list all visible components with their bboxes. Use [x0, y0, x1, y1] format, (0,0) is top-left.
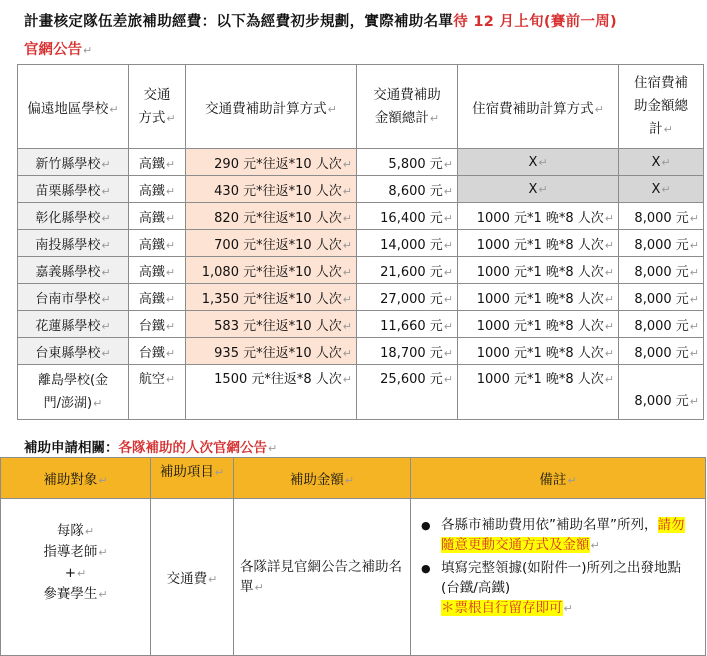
subsidy-row [1, 499, 706, 656]
heading-red-note: 待 12 月上旬(賽前一周) [453, 14, 617, 30]
note-item: ● 各縣市補助費用依”補助名單”所列，請勿隨意更動交通方式及金額↵ [421, 517, 685, 553]
cell-lodging-calc: 1000 元*1 晚*8 人次↵ [458, 203, 619, 230]
header-amount: 交通費補助 金額總計↵ [357, 65, 458, 149]
cell-school: 南投縣學校↵ [18, 230, 129, 257]
header-lodging-calc: 住宿費補助計算方式↵ [458, 65, 619, 149]
table-row [18, 176, 704, 203]
cell-lodging-total: 8,000 元↵ [619, 257, 704, 284]
cell-lodging-total: 8,000 元↵ [619, 311, 704, 338]
budget-table-header [18, 65, 704, 149]
cell-calc: 1,080 元*往返*10 人次↵ [186, 257, 357, 284]
cell-amount: 14,000 元↵ [357, 230, 458, 257]
table-row [18, 284, 704, 311]
cell-amount: 18,700 元↵ [357, 338, 458, 365]
table-row [18, 311, 704, 338]
cell-amount: 16,400 元↵ [357, 203, 458, 230]
cell-transport: 高鐵↵ [129, 149, 186, 176]
cell-lodging-total: 8,000 元↵ [619, 203, 704, 230]
subsidy-table [0, 457, 706, 656]
cell-lodging-total: 8,000 元↵ [619, 230, 704, 257]
cell-item: 交通費↵ [151, 499, 234, 656]
cell-school: 彰化縣學校↵ [18, 203, 129, 230]
header-lodging-total: 住宿費補 助金額總 計↵ [619, 65, 704, 149]
cell-calc: 290 元*往返*10 人次↵ [186, 149, 357, 176]
table-row [18, 338, 704, 365]
cell-transport: 高鐵↵ [129, 257, 186, 284]
header-target: 補助對象↵ [1, 458, 151, 499]
header-item: 補助項目↵ [151, 458, 234, 499]
header-transport: 交通 方式↵ [129, 65, 186, 149]
cell-lodging-calc: 1000 元*1 晚*8 人次↵ [458, 284, 619, 311]
cell-amount: 8,600 元↵ [357, 176, 458, 203]
cell-school: 花蓮縣學校↵ [18, 311, 129, 338]
cell-calc: 1,350 元*往返*10 人次↵ [186, 284, 357, 311]
cell-calc: 820 元*往返*10 人次↵ [186, 203, 357, 230]
cell-lodging-calc: 1000 元*1 晚*8 人次↵ [458, 230, 619, 257]
table-row [18, 257, 704, 284]
subsidy-table-header [1, 458, 706, 499]
table-row [18, 230, 704, 257]
subsidy-section-title: 補助申請相關：各隊補助的人次官網公告↵ [24, 440, 278, 456]
cell-school: 嘉義縣學校↵ [18, 257, 129, 284]
cell-school: 台東縣學校↵ [18, 338, 129, 365]
cell-amount: 27,000 元↵ [357, 284, 458, 311]
cell-transport: 台鐵↵ [129, 311, 186, 338]
cell-lodging-calc: 1000 元*1 晚*8 人次↵ [458, 311, 619, 338]
cell-lodging-calc: X↵ [458, 176, 619, 203]
table-row [18, 203, 704, 230]
cell-calc: 935 元*往返*10 人次↵ [186, 338, 357, 365]
bullet-icon: ● [421, 562, 431, 575]
header-school: 偏遠地區學校↵ [18, 65, 129, 149]
note-item: ● 填寫完整領據(如附件一)所列之出發地點(台鐵/高鐵) ＊票根自行留存即可↵ [421, 560, 682, 616]
budget-table [17, 64, 704, 420]
cell-school: 苗栗縣學校↵ [18, 176, 129, 203]
cell-lodging-calc: 1000 元*1 晚*8 人次↵ [458, 365, 619, 420]
cell-transport: 航空↵ [129, 365, 186, 420]
cell-transport: 高鐵↵ [129, 284, 186, 311]
cell-lodging-total: X↵ [619, 176, 704, 203]
cell-calc: 1500 元*往返*8 人次↵ [186, 365, 357, 420]
cell-amount: 5,800 元↵ [357, 149, 458, 176]
cell-notes [411, 499, 706, 656]
cell-school: 新竹縣學校↵ [18, 149, 129, 176]
cell-amount: 21,600 元↵ [357, 257, 458, 284]
header-calc: 交通費補助計算方式↵ [186, 65, 357, 149]
cell-school: 離島學校(金 門/澎湖)↵ [18, 365, 129, 420]
bullet-icon: ● [421, 519, 431, 532]
cell-calc: 430 元*往返*10 人次↵ [186, 176, 357, 203]
cell-lodging-total: 8,000 元↵ [619, 284, 704, 311]
cell-lodging-calc: 1000 元*1 晚*8 人次↵ [458, 338, 619, 365]
header-amount: 補助金額↵ [234, 458, 411, 499]
cell-lodging-calc: 1000 元*1 晚*8 人次↵ [458, 257, 619, 284]
cell-calc: 700 元*往返*10 人次↵ [186, 230, 357, 257]
page-heading: 計畫核定隊伍差旅補助經費：以下為經費初步規劃，實際補助名單待 12 月上旬(賽前一周) [24, 14, 617, 30]
cell-transport: 高鐵↵ [129, 176, 186, 203]
cell-school: 台南市學校↵ [18, 284, 129, 311]
table-row [18, 365, 704, 420]
cell-target: 每隊↵ 指導老師↵ +↵ 參賽學生↵ [1, 499, 151, 656]
note-highlight: ＊票根自行留存即可 [441, 600, 563, 616]
cell-transport: 台鐵↵ [129, 338, 186, 365]
note-highlight: 請勿隨意更動交通方式及金額 [441, 517, 685, 553]
table-row [18, 149, 704, 176]
cell-lodging-total: 8,000 元↵ [619, 365, 704, 420]
cell-lodging-total: X↵ [619, 149, 704, 176]
cell-calc: 583 元*往返*10 人次↵ [186, 311, 357, 338]
cell-lodging-calc: X↵ [458, 149, 619, 176]
header-note: 備註↵ [411, 458, 706, 499]
cell-amount: 11,660 元↵ [357, 311, 458, 338]
cell-lodging-total: 8,000 元↵ [619, 338, 704, 365]
cell-transport: 高鐵↵ [129, 203, 186, 230]
cell-amount-text: 各隊詳見官網公告之補助名單↵ [234, 499, 411, 656]
cell-transport: 高鐵↵ [129, 230, 186, 257]
cell-amount: 25,600 元↵ [357, 365, 458, 420]
heading-announcement: 官網公告↵ [24, 42, 93, 58]
